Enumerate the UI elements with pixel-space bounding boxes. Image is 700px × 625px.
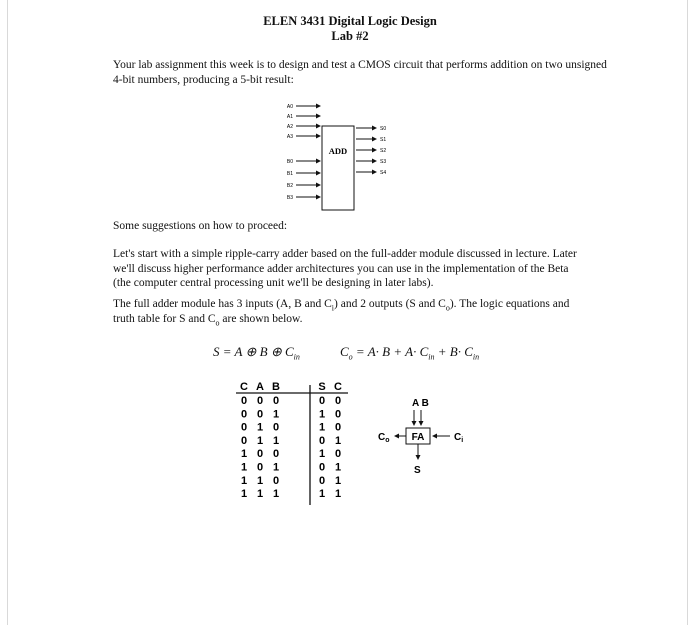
truth-table-header-cell: B xyxy=(272,381,280,393)
fa-carry-in-label: $C_i$ xyxy=(454,432,464,444)
truth-table-cell: 1 xyxy=(240,474,248,487)
carry-equation: $C_o = A\cdot B + A\cdot C_{in} + B\cdot C_{in}$ xyxy=(340,344,480,362)
truth-table-cell: 0 xyxy=(256,448,264,461)
truth-table-cell: 1 xyxy=(256,488,264,501)
truth-table-cell: 1 xyxy=(334,474,342,487)
truth-table-cell: 0 xyxy=(334,408,342,421)
truth-table-header-cell: C xyxy=(240,381,248,393)
truth-table-cell: 1 xyxy=(318,448,326,461)
a-inputs xyxy=(287,104,320,140)
truth-table-cell: 1 xyxy=(272,408,280,421)
truth-table-cell: 0 xyxy=(334,395,342,407)
suggestions-paragraph-2: The full adder module has 3 inputs (A, B and $C_i$) and 2 outputs (S and $C_o$). The logic equations and truth table for S and $C_o$ are shown below. xyxy=(113,298,570,327)
truth-table-header xyxy=(240,381,342,393)
adder-input-b1-label: B1 xyxy=(286,171,293,177)
sum-equation: S = A ⊕ B ⊕ $C_{in}$ xyxy=(213,344,300,362)
truth-table-cell: 0 xyxy=(272,395,280,407)
truth-table-cell: 0 xyxy=(240,421,248,434)
truth-table-body xyxy=(241,395,341,500)
truth-table-cell: 0 xyxy=(318,434,326,447)
truth-table-cell: 1 xyxy=(318,421,326,434)
intro-paragraph: Your lab assignment this week is to design and test a CMOS circuit that performs addition on two unsigned 4-bit numbers, producing a 5-bit result: xyxy=(113,59,607,86)
adder-input-a0-label: A0 xyxy=(286,104,293,110)
truth-table-cell: 0 xyxy=(272,474,280,487)
truth-table-cell: 0 xyxy=(272,421,280,434)
fa-ab-label: A B xyxy=(412,398,429,409)
adder-input-b2-label: B2 xyxy=(286,183,293,189)
adder-input-b0-label: B0 xyxy=(286,159,293,165)
adder-output-s1-label: S1 xyxy=(380,137,387,143)
truth-table-cell: 0 xyxy=(240,434,248,447)
truth-table-header-cell: A xyxy=(256,381,264,393)
truth-table-cell: 1 xyxy=(256,474,264,487)
adder-input-a3-label: A3 xyxy=(286,134,293,140)
adder-input-a1-label: A1 xyxy=(286,114,293,120)
truth-table-cell: 0 xyxy=(318,395,326,407)
fa-sum-label: S xyxy=(414,465,421,476)
truth-table-header-cell: C xyxy=(334,381,342,393)
adder-output-s0-label: S0 xyxy=(380,126,387,132)
adder-output-s4-label: S4 xyxy=(380,170,387,176)
truth-table-header-cell: S xyxy=(318,381,326,393)
fa-block-label: FA xyxy=(411,432,425,443)
truth-table-cell: 0 xyxy=(256,461,264,474)
truth-table-cell: 1 xyxy=(272,488,280,501)
adder-block-diagram xyxy=(270,98,415,210)
add-block-label: ADD xyxy=(328,146,348,156)
truth-table-cell: 1 xyxy=(272,461,280,474)
adder-output-s2-label: S2 xyxy=(380,148,387,154)
page-border-right xyxy=(687,0,688,625)
truth-table-cell: 1 xyxy=(256,421,264,434)
add-block xyxy=(322,126,354,210)
truth-table-cell: 0 xyxy=(272,448,280,461)
truth-table-cell: 1 xyxy=(334,434,342,447)
document-title: ELEN 3431 Digital Logic Design xyxy=(263,14,437,28)
truth-table-cell: 0 xyxy=(334,421,342,434)
suggestions-paragraph-1: Let's start with a simple ripple-carry adder based on the full-adder module discussed in lecture. Later we'll discuss higher performance adder architectures you can use in the implementation of the Beta (the computer central processing unit we'll be designing in later labs). xyxy=(113,248,577,289)
adder-output-s3-label: S3 xyxy=(380,159,387,165)
truth-table-cell: 1 xyxy=(256,434,264,447)
truth-table-cell: 1 xyxy=(318,408,326,421)
lab-number: Lab #2 xyxy=(331,29,369,43)
truth-table-cell: 1 xyxy=(240,461,248,474)
page-border-left xyxy=(7,0,8,625)
truth-table-cell: 1 xyxy=(240,488,248,501)
truth-table-cell: 1 xyxy=(318,488,326,501)
truth-table-cell: 0 xyxy=(240,395,248,407)
truth-table-cell: 0 xyxy=(256,395,264,407)
sum-outputs xyxy=(356,126,386,176)
b-inputs xyxy=(287,159,320,201)
adder-input-a2-label: A2 xyxy=(286,124,293,130)
truth-table-cell: 0 xyxy=(318,474,326,487)
truth-table-cell: 0 xyxy=(318,461,326,474)
suggestions-heading: Some suggestions on how to proceed: xyxy=(113,220,288,232)
adder-input-b3-label: B3 xyxy=(286,195,293,201)
truth-table-cell: 1 xyxy=(272,434,280,447)
full-adder-diagram xyxy=(378,392,482,487)
truth-table-cell: 0 xyxy=(256,408,264,421)
truth-table-cell: 0 xyxy=(240,408,248,421)
truth-table-cell: 1 xyxy=(240,448,248,461)
fa-carry-out-label: $C_o$ xyxy=(378,432,390,444)
truth-table xyxy=(232,379,360,509)
truth-table-cell: 1 xyxy=(334,461,342,474)
truth-table-cell: 1 xyxy=(334,488,342,501)
truth-table-cell: 0 xyxy=(334,448,342,461)
